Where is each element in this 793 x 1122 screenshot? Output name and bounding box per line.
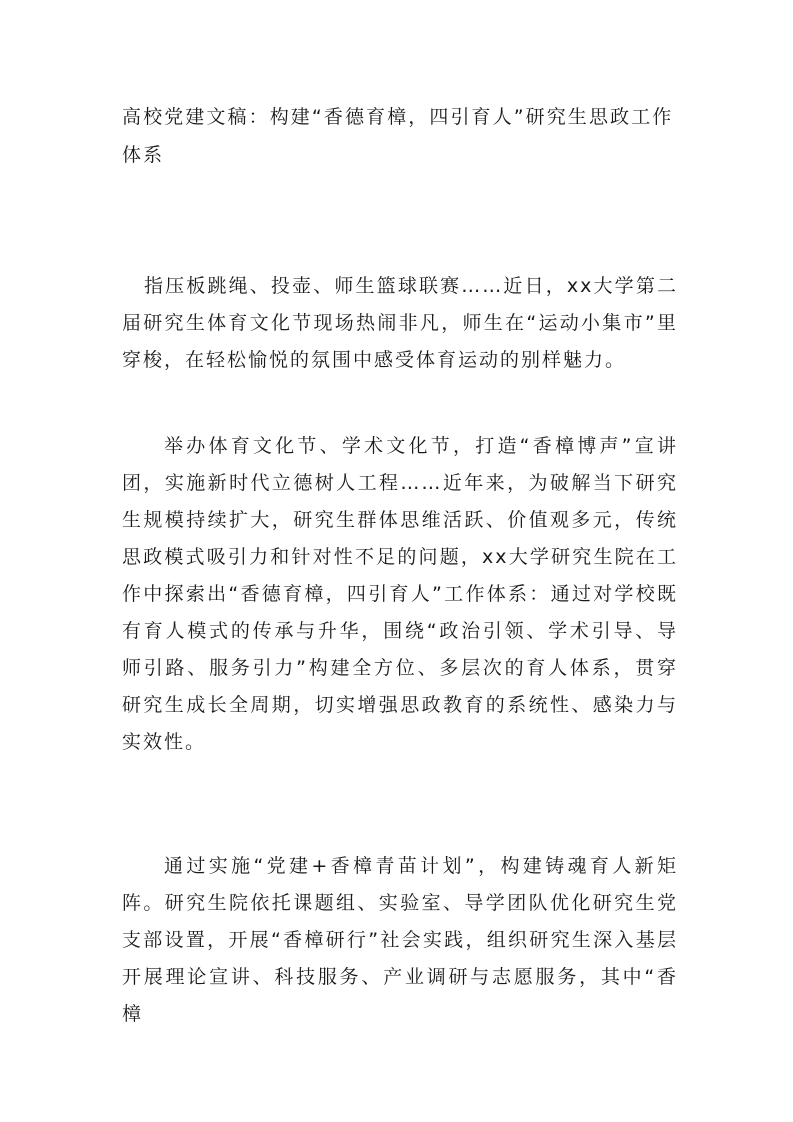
paragraph-1: 指压板跳绳、投壶、师生篮球联赛……近日，xx大学第二届研究生体育文化节现场热闹非凡，师生在“运动小集市”里穿梭，在轻松愉悦的氛围中感受体育运动的别样魅力。 <box>122 275 678 371</box>
document-title: 高校党建文稿：构建“香德育樟，四引育人”研究生思政工作体系 <box>122 106 674 166</box>
paragraph-3: 通过实施“党建+香樟青苗计划”，构建铸魂育人新矩阵。研究生院依托课题组、实验室、导学团队优化研究生党支部设置，开展“香樟研行”社会实践，组织研究生深入基层开展理论宣讲、科技服务、产业调研与志愿服务，其中“香樟 <box>122 855 678 1025</box>
paragraph-2: 举办体育文化节、学术文化节，打造“香樟博声”宣讲团，实施新时代立德树人工程……近年来，为破解当下研究生规模持续扩大，研究生群体思维活跃、价值观多元，传统思政模式吸引力和针对性不足的问题，xx大学研究生院在工作中探索出“香德育樟，四引育人”工作体系：通过对学校既有育人模式的传承与升华，围绕“政治引领、学术引导、导师引路、服务引力”构建全方位、多层次的育人体系，贯穿研究生成长全周期，切实增强思政教育的系统性、感染力与实效性。 <box>122 435 678 753</box>
